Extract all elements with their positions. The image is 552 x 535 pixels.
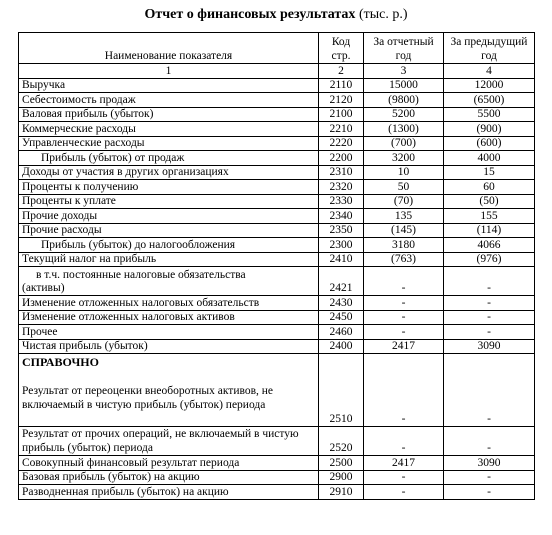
table-row [19, 93, 535, 108]
row-code: 2510 [319, 354, 364, 427]
row-previous: 12000 [444, 78, 535, 93]
row-code: 2340 [319, 209, 364, 224]
table-row [19, 136, 535, 151]
row-previous: - [444, 470, 535, 485]
table-header-row [19, 33, 535, 64]
table-row [19, 252, 535, 267]
column-number-1: 1 [19, 64, 319, 79]
row-name: Проценты к получению [19, 180, 319, 195]
row-current: 10 [364, 165, 444, 180]
row-current: 50 [364, 180, 444, 195]
table-row [19, 354, 535, 427]
row-code: 2410 [319, 252, 364, 267]
table-row [19, 339, 535, 354]
table-row [19, 194, 535, 209]
table-row [19, 267, 535, 296]
row-current: - [364, 485, 444, 500]
row-previous: (6500) [444, 93, 535, 108]
column-number-4: 4 [444, 64, 535, 79]
row-name: Чистая прибыль (убыток) [19, 339, 319, 354]
row-code: 2900 [319, 470, 364, 485]
row-code: 2421 [319, 267, 364, 296]
row-previous: 3090 [444, 339, 535, 354]
row-name: Прибыль (убыток) до налогообложения [19, 238, 319, 253]
row-current: - [364, 310, 444, 325]
reference-heading: СПРАВОЧНО [22, 355, 99, 369]
row-name: Валовая прибыль (убыток) [19, 107, 319, 122]
table-row [19, 456, 535, 471]
row-current: - [364, 296, 444, 311]
row-code: 2460 [319, 325, 364, 340]
row-current: 2417 [364, 456, 444, 471]
row-previous: (114) [444, 223, 535, 238]
row-previous: (600) [444, 136, 535, 151]
report-title-main: Отчет о финансовых результатах [144, 7, 356, 22]
row-name-line1: в т.ч. постоянные налоговые обязательства [36, 269, 246, 281]
row-previous: - [444, 296, 535, 311]
row-current: 3200 [364, 151, 444, 166]
row-current: 5200 [364, 107, 444, 122]
row-code: 2120 [319, 93, 364, 108]
row-name: Базовая прибыль (убыток) на акцию [19, 470, 319, 485]
table-row [19, 485, 535, 500]
table-column-numbers-row [19, 64, 535, 79]
report-title-units: (тыс. р.) [355, 7, 408, 22]
table-row [19, 296, 535, 311]
row-name: Совокупный финансовый результат периода [19, 456, 319, 471]
row-previous: - [444, 267, 535, 296]
row-current: 15000 [364, 78, 444, 93]
row-code: 2300 [319, 238, 364, 253]
row-current: (763) [364, 252, 444, 267]
row-name: Разводненная прибыль (убыток) на акцию [19, 485, 319, 500]
row-previous: 4066 [444, 238, 535, 253]
row-name: Себестоимость продаж [19, 93, 319, 108]
table-row [19, 470, 535, 485]
row-previous: 3090 [444, 456, 535, 471]
table-row [19, 107, 535, 122]
row-name: Проценты к уплате [19, 194, 319, 209]
row-previous: - [444, 310, 535, 325]
row-previous: (50) [444, 194, 535, 209]
row-current: (145) [364, 223, 444, 238]
financial-results-table [18, 32, 535, 500]
header-line-code: Код стр. [319, 33, 364, 64]
row-current: - [364, 470, 444, 485]
column-number-3: 3 [364, 64, 444, 79]
report-title [0, 6, 552, 24]
row-current: 3180 [364, 238, 444, 253]
row-code: 2220 [319, 136, 364, 151]
row-name: Коммерческие расходы [19, 122, 319, 137]
row-name [19, 354, 319, 427]
row-code: 2400 [319, 339, 364, 354]
row-name: Управленческие расходы [19, 136, 319, 151]
row-previous: - [444, 485, 535, 500]
row-name: Доходы от участия в других организациях [19, 165, 319, 180]
row-code: 2310 [319, 165, 364, 180]
table-row [19, 238, 535, 253]
row-code: 2430 [319, 296, 364, 311]
row-name: Прочие расходы [19, 223, 319, 238]
row-previous: 5500 [444, 107, 535, 122]
row-code: 2330 [319, 194, 364, 209]
row-code: 2910 [319, 485, 364, 500]
header-previous-year: За предыдущий год [444, 33, 535, 64]
row-code: 2110 [319, 78, 364, 93]
row-name: Прочее [19, 325, 319, 340]
row-name-line2: (активы) [22, 282, 65, 294]
row-name-text: Результат от переоценки внеоборотных активов, не включаемый в чистую прибыль (убыток) периода [22, 385, 274, 411]
header-indicator-name: Наименование показателя [19, 33, 319, 64]
row-previous: 155 [444, 209, 535, 224]
row-current: (700) [364, 136, 444, 151]
row-code: 2200 [319, 151, 364, 166]
table-row [19, 223, 535, 238]
row-current: (9800) [364, 93, 444, 108]
row-current: - [364, 427, 444, 456]
row-current: - [364, 354, 444, 427]
row-name: Изменение отложенных налоговых обязательств [19, 296, 319, 311]
table-row [19, 209, 535, 224]
row-current: - [364, 325, 444, 340]
row-previous: 4000 [444, 151, 535, 166]
row-code: 2320 [319, 180, 364, 195]
row-current: (1300) [364, 122, 444, 137]
row-previous: (900) [444, 122, 535, 137]
row-previous: 15 [444, 165, 535, 180]
row-name: Результат от прочих операций, не включаемый в чистую прибыль (убыток) периода [19, 427, 319, 456]
table-row [19, 165, 535, 180]
row-current: 135 [364, 209, 444, 224]
row-name: Прибыль (убыток) от продаж [19, 151, 319, 166]
row-current: - [364, 267, 444, 296]
row-code: 2210 [319, 122, 364, 137]
row-name: Выручка [19, 78, 319, 93]
table-row [19, 78, 535, 93]
row-previous: - [444, 325, 535, 340]
row-name [19, 267, 319, 296]
table-row [19, 427, 535, 456]
row-code: 2450 [319, 310, 364, 325]
row-code: 2520 [319, 427, 364, 456]
row-current: (70) [364, 194, 444, 209]
row-name: Текущий налог на прибыль [19, 252, 319, 267]
table-row [19, 151, 535, 166]
row-name: Прочие доходы [19, 209, 319, 224]
row-code: 2350 [319, 223, 364, 238]
table-row [19, 180, 535, 195]
table-row [19, 325, 535, 340]
row-previous: (976) [444, 252, 535, 267]
column-number-2: 2 [319, 64, 364, 79]
row-current: 2417 [364, 339, 444, 354]
row-code: 2100 [319, 107, 364, 122]
header-current-year: За отчетный год [364, 33, 444, 64]
row-previous: - [444, 427, 535, 456]
row-previous: - [444, 354, 535, 427]
row-code: 2500 [319, 456, 364, 471]
row-name: Изменение отложенных налоговых активов [19, 310, 319, 325]
row-previous: 60 [444, 180, 535, 195]
table-row [19, 122, 535, 137]
table-row [19, 310, 535, 325]
